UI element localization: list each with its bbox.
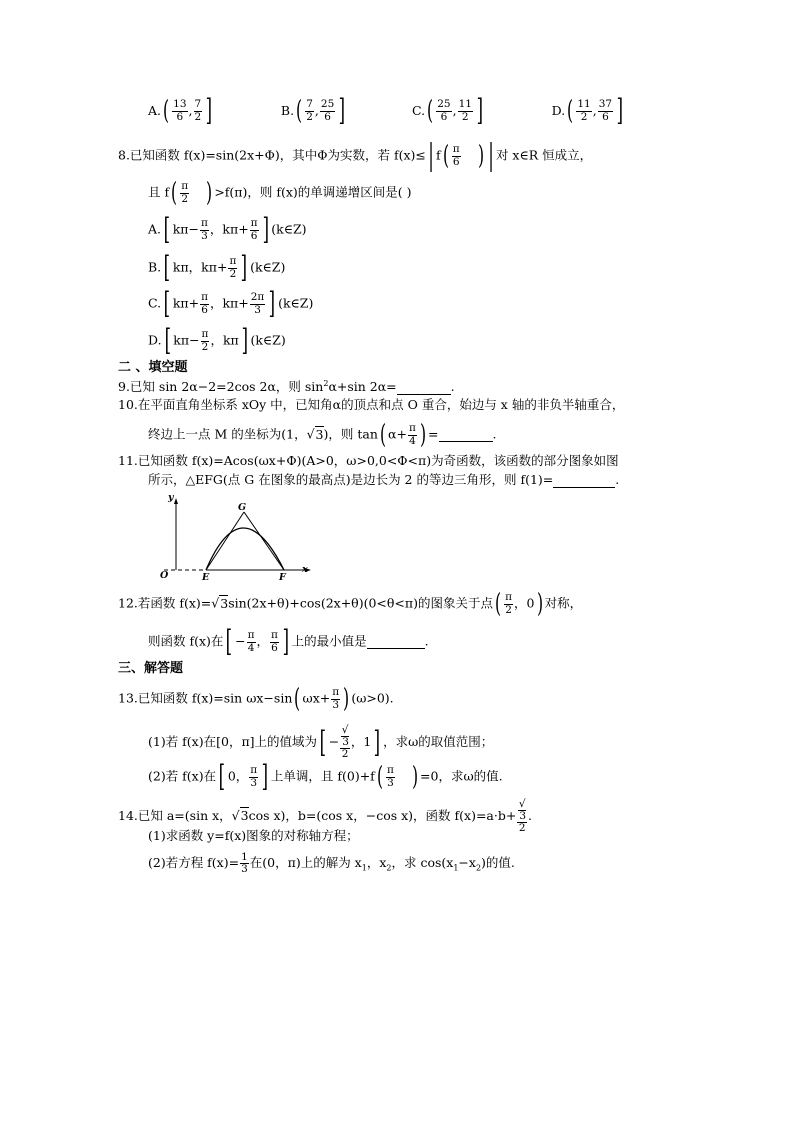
option-a-frac2: $\frac{7}{2}$	[194, 98, 202, 123]
q12-line1: 12.若函数 f(x)=√3sin(2x+θ)+cos(2x+θ)(0<θ<π)的图象关于点( $\frac{\pi}{2}$ ，0) 对称，	[118, 589, 583, 619]
graph-label-y: y	[168, 492, 174, 503]
q10-line2: 终边上一点 M 的坐标为(1，√3)，则 tan( α+ $\frac{\pi}{4}$ ) = .	[148, 420, 497, 450]
option-d: D.( $\frac{11}{2}$ , $\frac{37}{6}$ ]	[551, 93, 624, 128]
q13-line1: 13.已知函数 f(x)=sin ωx−sin( ωx+ $\frac{\pi}{3}$ ) (ω>0).	[118, 684, 394, 714]
q8-option-c: C.[ kπ+ $\frac{\pi}{6}$ ，kπ+ $\frac{2\pi}{3}$ ] (k∈Z)	[148, 286, 314, 321]
q10-answer-blank	[439, 429, 493, 443]
graph-label-x: x	[302, 564, 308, 575]
q12-line2: 则函数 f(x)在[ − $\frac{\pi}{4}$ ， $\frac{\pi}{6}$ ] 上的最小值是 .	[148, 624, 429, 659]
option-b: B.( $\frac{7}{2}$ , $\frac{25}{6}$ ]	[280, 93, 346, 128]
y-axis-arrow	[174, 498, 178, 504]
graph-label-e: E	[202, 572, 210, 583]
option-a-label: A.	[148, 102, 162, 118]
sine-curve	[206, 528, 284, 570]
q12-answer-blank	[367, 636, 425, 650]
q8-line1: 8.已知函数 f(x)=sin(2x+Φ)，其中Φ为实数，若 f(x)≤| f( $\frac{\pi}{6}$ ) | 对 x∈R 恒成立，	[118, 138, 593, 173]
option-a: A.( $\frac{13}{6}$ , $\frac{7}{2}$ ]	[148, 93, 213, 128]
q11-answer-blank	[553, 474, 615, 488]
triangle-side-eg	[206, 512, 244, 570]
q11-graph-figure	[156, 492, 316, 584]
q8-line2: 且 f( $\frac{\pi}{2}$ ) >f(π)，则 f(x)的单调递增区间是( )	[148, 178, 412, 208]
q9-answer-blank	[397, 381, 451, 395]
q14-line1: 14.已知 a=(sin x，√3cos x)，b=(cos x，−cos x)，函数 f(x)=a·b+ √ 3 2 .	[118, 798, 532, 835]
options-line	[148, 93, 626, 128]
graph-label-o: O	[160, 570, 169, 581]
section-fill-in-title: 二 、填空题	[118, 360, 188, 375]
option-a-frac1: $\frac{13}{6}$	[173, 98, 187, 123]
q13-part2: (2)若 f(x)在[ 0， $\frac{\pi}{3}$ ] 上单调，且 f(0)+f( $\frac{\pi}{3}$ ) =0，求ω的值.	[148, 759, 503, 794]
q14-part2: (2)若方程 f(x)= $\frac{1}{3}$ 在(0，π)上的解为 $x_1$，$x_2$，求 $\cos(x_1-x_2)$的值.	[148, 851, 515, 876]
q14-part1: (1)求函数 y=f(x)图象的对称轴方程；	[148, 828, 359, 843]
graph-label-f: F	[279, 572, 286, 583]
q11-line2: 所示，△EFG(点 G 在图象的最高点)是边长为 2 的等边三角形，则 f(1)= .	[148, 472, 620, 487]
graph-svg	[156, 498, 316, 584]
q13-part1: (1)若 f(x)在[0，π]上的值域为[ − √ 3 2 ，1] ，求ω的取值范围；	[148, 724, 494, 761]
q10-line1: 10.在平面直角坐标系 xOy 中，已知角α的顶点和点 O 重合，始边与 x 轴的非负半轴重合，	[118, 397, 625, 412]
q9-line: 9.已知 sin 2α−2=2cos 2α，则 $\sin^2\alpha+\sin$ 2α= .	[118, 379, 455, 395]
q8-option-b: B.[ kπ，kπ+ $\frac{\pi}{2}$ ] (k∈Z)	[148, 250, 286, 285]
q11-line1: 11.已知函数 f(x)=Acos(ωx+Φ)(A>0，ω>0,0<Φ<π)为奇函数，该函数的部分图象如图	[118, 453, 619, 468]
q8-option-d: D.[ kπ− $\frac{\pi}{2}$ ，kπ] (k∈Z)	[148, 323, 286, 358]
triangle-side-gf	[244, 512, 284, 570]
graph-label-g: G	[238, 502, 247, 513]
option-c: C.( $\frac{25}{6}$ , $\frac{11}{2}$ ]	[411, 93, 484, 128]
q8-option-a: A.[ kπ− $\frac{\pi}{3}$ ，kπ+ $\frac{\pi}{6}$ ] (k∈Z)	[148, 212, 307, 247]
section-answer-title: 三、解答题	[118, 661, 184, 676]
